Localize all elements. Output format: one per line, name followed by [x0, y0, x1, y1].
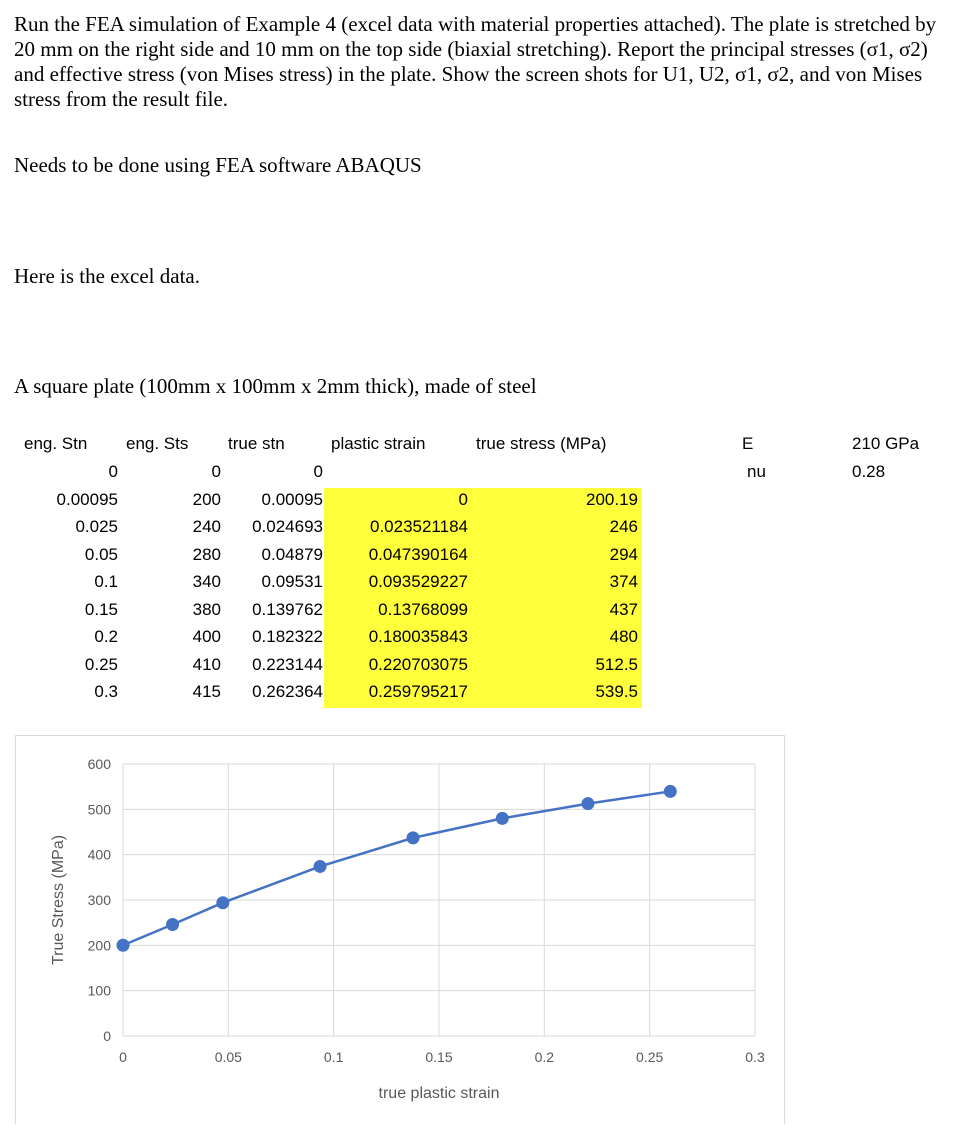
table-cell: 0.05 — [84, 544, 118, 564]
table-cell: 0.3 — [94, 682, 118, 701]
table-cell: 200 — [192, 489, 221, 509]
x-tick-label: 0.25 — [636, 1049, 664, 1065]
property-value-nu: 0.28 — [852, 462, 886, 481]
software-note: Needs to be done using FEA software ABAQUS — [14, 153, 422, 177]
property-label-e: E — [742, 434, 754, 453]
table-cell: 0.00095 — [261, 489, 323, 509]
table-cell: 0.139762 — [252, 599, 323, 619]
data-point — [314, 860, 327, 873]
table-cell: 240 — [192, 517, 221, 536]
table-cell: 0.180035843 — [368, 627, 468, 646]
x-tick-label: 0.2 — [534, 1049, 555, 1065]
table-cell: 0.025 — [75, 517, 118, 536]
table-cell: 512.5 — [595, 654, 638, 674]
property-value-e: 210 GPa — [852, 434, 920, 453]
table-cell: 0.024693 — [252, 517, 323, 536]
table-cell: 0.04879 — [261, 544, 323, 564]
table-cell: 0.223144 — [252, 654, 323, 674]
data-point — [581, 797, 594, 810]
data-point — [216, 896, 229, 909]
table-cell: 280 — [192, 544, 221, 564]
table-header: plastic strain — [331, 434, 426, 453]
data-point — [496, 812, 509, 825]
table-header: true stress (MPa) — [476, 434, 607, 453]
data-point — [664, 785, 677, 798]
table-cell: 0.25 — [84, 654, 118, 674]
data-point — [166, 918, 179, 931]
y-tick-label: 500 — [87, 801, 111, 818]
y-tick-label: 0 — [103, 1028, 111, 1044]
table-cell: 294 — [609, 544, 638, 564]
property-label-nu: nu — [747, 462, 766, 481]
table-cell: 437 — [609, 599, 638, 619]
table-cell: 380 — [192, 599, 221, 619]
table-cell: 0 — [313, 462, 323, 481]
table-cell: 0.09531 — [261, 572, 323, 591]
table-cell: 0 — [458, 489, 468, 509]
y-tick-label: 100 — [87, 982, 111, 999]
x-axis-label: true plastic strain — [378, 1085, 500, 1102]
table-cell: 0.047390164 — [368, 544, 468, 564]
data-point — [117, 939, 130, 952]
y-tick-label: 300 — [87, 892, 111, 908]
x-tick-label: 0.1 — [323, 1049, 344, 1065]
y-tick-label: 200 — [87, 937, 111, 954]
table-cell: 415 — [192, 682, 221, 701]
table-cell: 246 — [609, 517, 638, 536]
table-cell: 0.259795217 — [368, 682, 468, 701]
table-cell: 0.220703075 — [368, 654, 468, 674]
data-point — [407, 831, 420, 844]
table-cell: 0.15 — [84, 599, 118, 619]
series-line — [123, 791, 670, 945]
table-cell: 0.262364 — [252, 682, 323, 701]
problem-statement: Run the FEA simulation of Example 4 (excel data with material properties attached). The plate is stretched by 20 mm on the right side and 10 mm on the top side (biaxial stretching). Report the principal stresses (σ1, σ2) and effective stress (von Mises stress) in the plate. Show the screen shots for U1, U2, σ1, σ2, and von Mises stress from the result file. — [14, 12, 937, 111]
y-tick-label: 400 — [87, 846, 111, 863]
table-cell: 539.5 — [595, 682, 638, 701]
table-cell: 0.13768099 — [378, 599, 468, 619]
table-cell: 340 — [192, 572, 221, 591]
table-header: eng. Stn — [24, 434, 88, 453]
table-header: true stn — [228, 434, 285, 453]
excel-intro: Here is the excel data. — [14, 264, 200, 288]
table-cell: 200.19 — [586, 489, 638, 509]
x-tick-label: 0 — [119, 1049, 127, 1065]
table-cell: 0.00095 — [56, 489, 118, 509]
y-tick-label: 600 — [87, 756, 111, 772]
y-axis-label: True Stress (MPa) — [50, 834, 67, 966]
table-cell: 480 — [609, 627, 638, 646]
table-cell: 400 — [192, 627, 221, 646]
table-cell: 0.023521184 — [369, 517, 468, 536]
chart-svg — [16, 736, 786, 1125]
table-cell: 0.2 — [94, 627, 118, 646]
table-cell: 0 — [211, 462, 221, 481]
table-cell: 0 — [108, 462, 118, 481]
x-tick-label: 0.3 — [745, 1049, 765, 1065]
table-cell: 374 — [609, 572, 638, 591]
table-cell: 0.093529227 — [368, 572, 468, 591]
x-tick-label: 0.15 — [425, 1049, 453, 1065]
plate-description: A square plate (100mm x 100mm x 2mm thick), made of steel — [14, 374, 537, 398]
table-cell: 410 — [192, 654, 221, 674]
table-cell: 0.182322 — [252, 627, 323, 646]
stress-strain-chart — [15, 735, 785, 1124]
table-cell: 0.1 — [94, 572, 118, 591]
x-tick-label: 0.05 — [214, 1049, 242, 1065]
table-header: eng. Sts — [126, 434, 189, 453]
